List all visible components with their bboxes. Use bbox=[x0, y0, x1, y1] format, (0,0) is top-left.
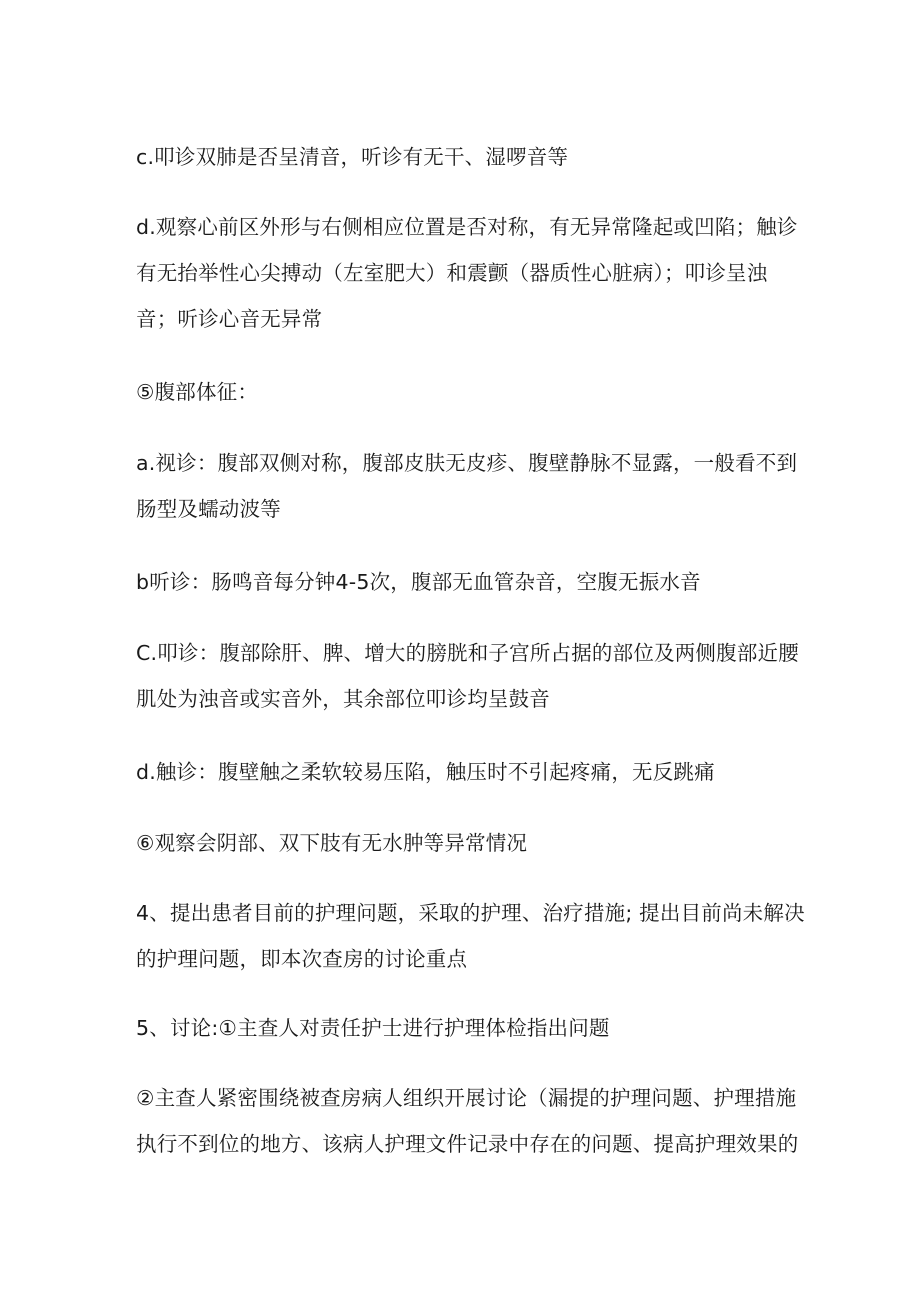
paragraph-nursing-problems bbox=[136, 890, 805, 982]
text-line: 有无抬举性心尖搏动（左室肥大）和震颤（器质性心脏病）；叩诊呈浊 bbox=[136, 261, 768, 285]
paragraph-abdomen-inspection bbox=[136, 440, 796, 532]
text-line: d.观察心前区外形与右侧相应位置是否对称，有无异常隆起或凹陷；触诊 bbox=[136, 215, 798, 239]
text-line: b听诊：肠鸣音每分钟4-5次，腹部无血管杂音，空腹无振水音 bbox=[136, 570, 701, 594]
paragraph-perineum-limbs bbox=[136, 820, 796, 866]
paragraph-discussion-detail bbox=[136, 1075, 799, 1167]
text-line: d.触诊：腹壁触之柔软较易压陷，触压时不引起疼痛，无反跳痛 bbox=[136, 760, 715, 784]
text-line: ②主查人紧密围绕被查房病人组织开展讨论（漏提的护理问题、护理措施 bbox=[136, 1086, 797, 1110]
paragraph-abdomen-palpation bbox=[136, 749, 796, 795]
paragraph-discussion bbox=[136, 1005, 796, 1051]
paragraph-abdomen-heading bbox=[136, 369, 796, 415]
text-line: 4、提出患者目前的护理问题，采取的护理、治疗措施; 提出目前尚未解决 bbox=[136, 901, 805, 925]
text-line: 5、讨论:①主查人对责任护士进行护理体检指出问题 bbox=[136, 1016, 610, 1040]
text-line: 肠型及蠕动波等 bbox=[136, 497, 281, 521]
text-line: a.视诊：腹部双侧对称，腹部皮肤无皮疹、腹壁静脉不显露，一般看不到 bbox=[136, 451, 798, 475]
text-line: c.叩诊双肺是否呈清音，听诊有无干、湿啰音等 bbox=[136, 145, 569, 169]
text-line: 音；听诊心音无异常 bbox=[136, 307, 323, 331]
text-line: 的护理问题，即本次查房的讨论重点 bbox=[136, 947, 468, 971]
text-line: ⑤腹部体征： bbox=[136, 380, 259, 404]
text-line: ⑥观察会阴部、双下肢有无水肿等异常情况 bbox=[136, 831, 528, 855]
paragraph-abdomen-auscultation bbox=[136, 559, 796, 605]
paragraph-heart-exam bbox=[136, 204, 796, 342]
text-line: 肌处为浊音或实音外，其余部位叩诊均呈鼓音 bbox=[136, 687, 550, 711]
text-line: 执行不到位的地方、该病人护理文件记录中存在的问题、提高护理效果的 bbox=[136, 1132, 799, 1156]
text-line: C.叩诊：腹部除肝、脾、增大的膀胱和子宫所占据的部位及两侧腹部近腰 bbox=[136, 641, 799, 665]
paragraph-abdomen-percussion bbox=[136, 630, 799, 722]
paragraph-percussion-lungs bbox=[136, 134, 796, 180]
